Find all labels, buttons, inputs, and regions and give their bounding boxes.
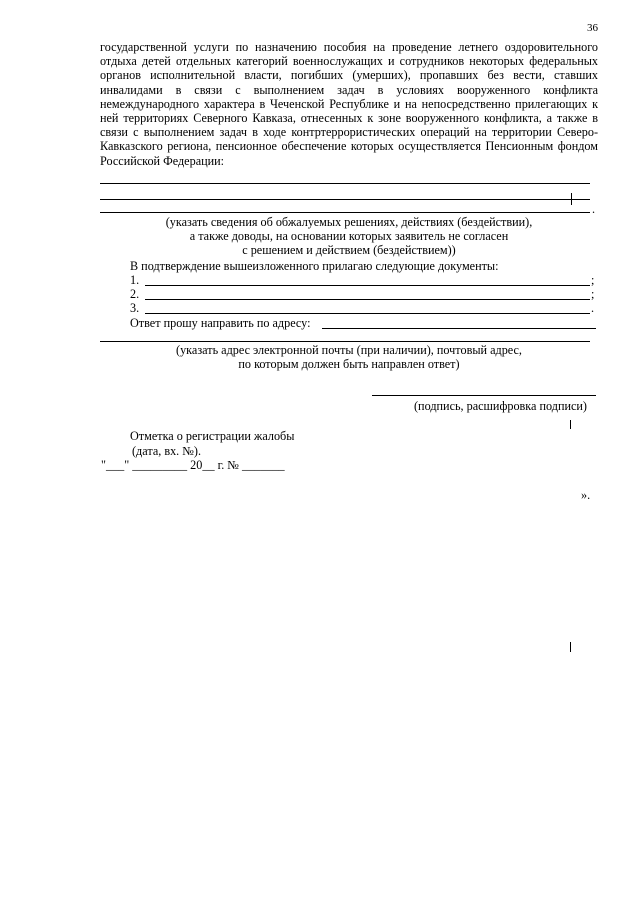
document-end: ; [591, 287, 595, 301]
margin-mark-1 [570, 420, 571, 429]
document-end: ; [591, 273, 595, 287]
margin-mark-2 [570, 642, 571, 652]
closing-mark: ». [581, 488, 591, 502]
registration-subtitle: (дата, вх. №). [132, 444, 202, 458]
appeal-caption-line-2: а также доводы, на основании которых заявитель не согласен [189, 229, 509, 244]
documents-intro: В подтверждение вышеизложенного прилагаю следующие документы: [130, 259, 499, 273]
address-field-1[interactable] [322, 317, 596, 329]
document-field[interactable] [145, 288, 590, 300]
appeal-caption-line-1: (указать сведения об обжалуемых решениях, действиях (бездействии), [165, 215, 533, 229]
intro-paragraph: государственной услуги по назначению пособия на проведение летнего оздоровительного отдыха детей отдельных категорий военнослужащих и сотрудников некоторых федеральных органов исполнительной власти, погибших (умерших), пропавших без вести, ставших инвалидами в связи с выполнением задач в условиях вооруженного конфликта немеждународного характера в Чеченской Республике и на непосредственно прилегающих к ней территориях Северного Кавказа, отнесенных к зоне вооруженного конфликта, а также в связи с выполнением задач в ходе контртеррористических операций на территории Северо-Кавказского региона, пенсионное обеспечение которых осуществляется Пенсионным фондом Российской Федерации: [100, 40, 598, 168]
signature-caption: (подпись, расшифровка подписи) [414, 399, 587, 413]
address-field-2[interactable] [100, 341, 590, 342]
complaint-line-3[interactable] [100, 212, 590, 213]
document-number: 2. [130, 287, 140, 301]
document-end: . [591, 301, 595, 315]
page-number: 36 [587, 22, 598, 34]
document-field[interactable] [145, 302, 590, 314]
appeal-caption-line-3: с решением и действием (бездействием)) [242, 243, 456, 258]
document-number: 3. [130, 301, 140, 315]
document-field[interactable] [145, 274, 590, 286]
appeal-caption [100, 215, 598, 258]
complaint-line-2[interactable] [100, 199, 590, 200]
signature-line[interactable] [372, 395, 596, 396]
address-label: Ответ прошу направить по адресу: [130, 316, 311, 330]
complaint-line-1[interactable] [100, 183, 590, 184]
document-number: 1. [130, 273, 140, 287]
cursor-mark [571, 193, 572, 205]
address-caption [100, 343, 598, 371]
registration-title: Отметка о регистрации жалобы [130, 429, 295, 443]
address-caption-line-2: по которым должен быть направлен ответ) [238, 357, 460, 372]
registration-date-line[interactable]: "___" _________ 20__ г. № _______ [101, 458, 285, 472]
address-caption-line-1: (указать адрес электронной почты (при наличии), почтовый адрес, [176, 343, 522, 357]
complaint-line-end: . [592, 202, 596, 216]
